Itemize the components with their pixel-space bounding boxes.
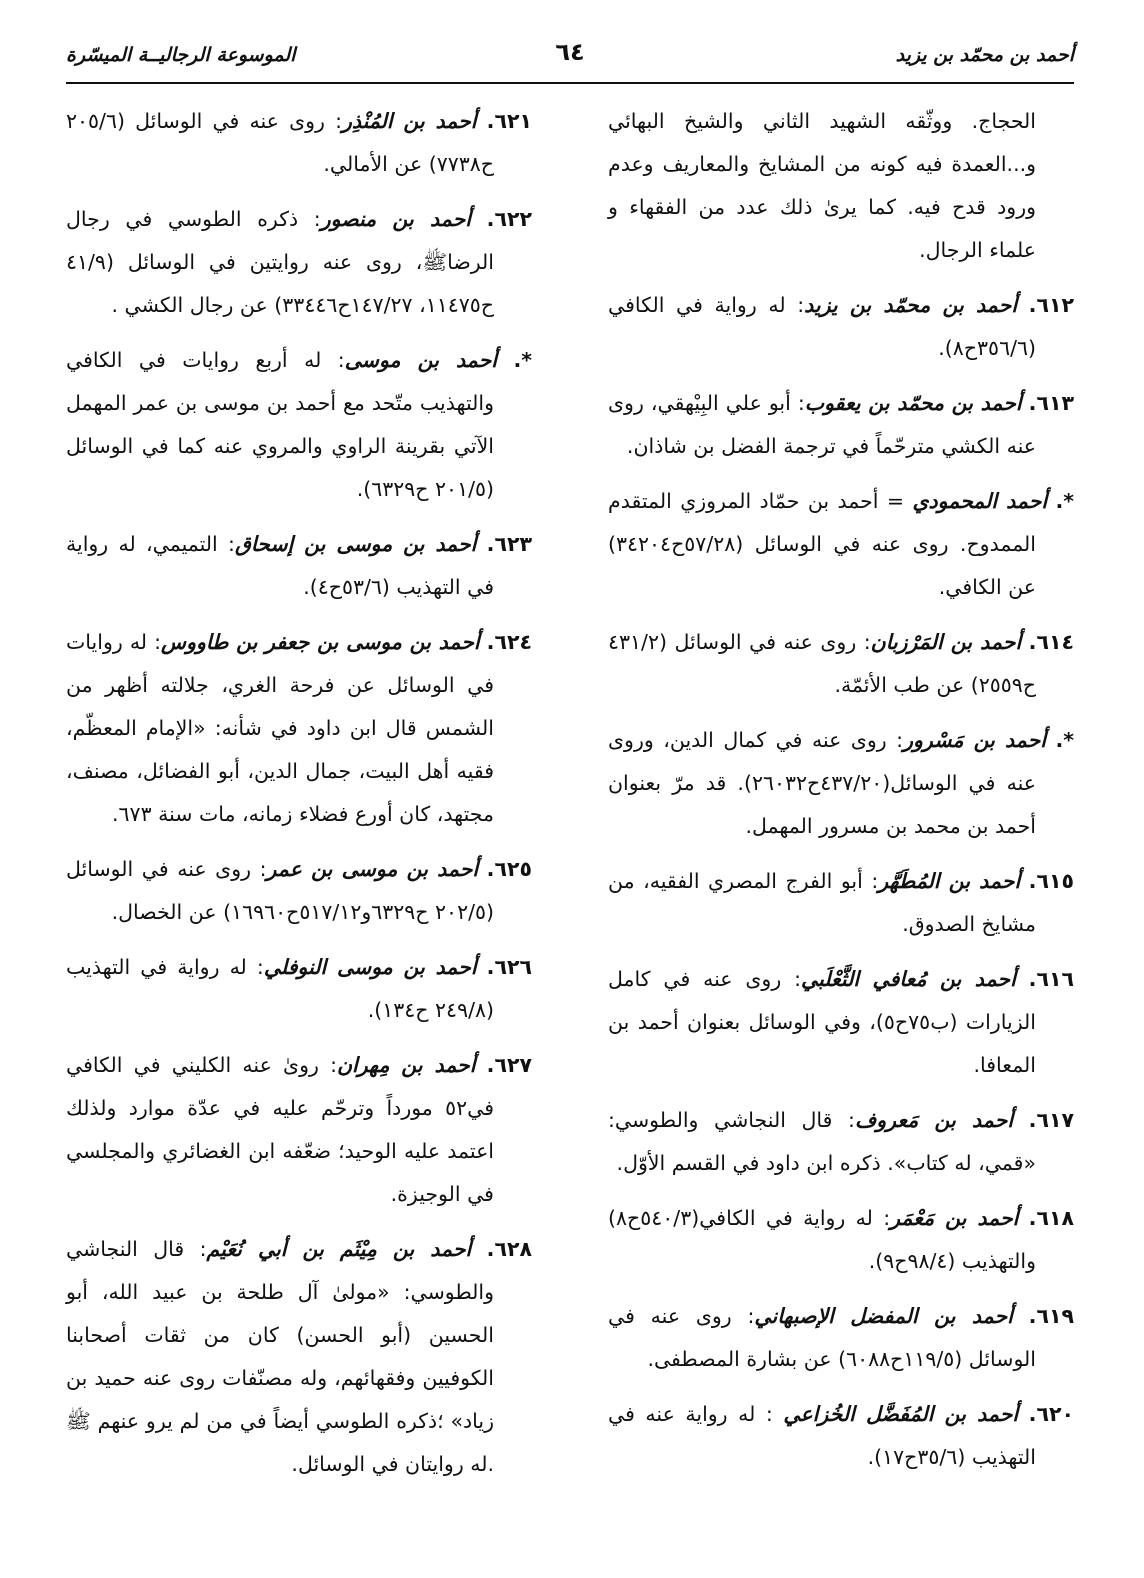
entry-number: ٦٢٢. (486, 207, 533, 231)
entry-text: : قال النجاشي والطوسي: «مولىٰ آل طلحة بن عبيد الله، أبو الحسين (أبو الحسن) كان من ثقات أصحابنا الكوفيين وفقهائهم، وله مصنّفات روى عنه حميد بن زياد» ؛ذكره الطوسي أيضاً في من لم يرو عنهم ﷺ .له روايتان في الوسائل. (66, 1237, 494, 1476)
entry-text: : روى عنه في الوسائل (٤٣١/٢ ح٢٥٥٩) عن طب الأئمّة. (608, 630, 1036, 697)
entry-text: : روى عنه في كامل الزيارات (ب٧٥ح٥)، وفي الوسائل بعنوان أحمد بن المعافا. (608, 967, 1036, 1077)
running-title-right: أحمد بن محمّد بن يزيد (895, 44, 1074, 66)
entry-text: : له رواية عنه في التهذيب (٣٥/٦ح١٧). (608, 1402, 1036, 1469)
entry-number: ٦١٣. (1028, 391, 1074, 415)
entry-number: ٦٢٧. (486, 1053, 532, 1077)
entry-number: ٦١٦. (1028, 967, 1074, 991)
entry (66, 848, 532, 934)
entry-name: أحمد بن المُنْذِر (341, 109, 477, 133)
entry-text: الحجاج. ووثّقه الشهيد الثاني والشيخ البهائي و...العمدة فيه كونه من المشايخ والمعاريف وعدم ورود قدح فيه. كما يرىٰ ذلك عدد من الفقهاء و علماء الرجال. (608, 109, 1036, 262)
entry-number: ٦١٤. (1028, 630, 1075, 654)
entry-text: : روى عنه في كمال الدين، وروى عنه في الوسائل(٤٣٧/٢٠ح٢٦٠٣٢). قد مرّ بعنوان أحمد بن محمد بن مسرور المهمل. (608, 728, 1036, 838)
page-number: ٦٤ (555, 38, 585, 66)
entry-text: = أحمد بن حمّاد المروزي المتقدم الممدوح. روى عنه في الوسائل (٥٧/٢٨ح٣٤٢٠٤) عن الكافي. (608, 489, 1036, 599)
entry-number: ٦٢١. (486, 109, 532, 133)
entry-text: : روى عنه في الوسائل (٢٠٢/٥ ح٦٣٢٩و٥١٧/١٢ح١٦٩٦٠) عن الخصال. (66, 857, 494, 924)
entry-number: *. (1055, 489, 1074, 513)
entry-name: أحمد بن محمّد بن يزيد (804, 293, 1018, 317)
entry-name: أحمد بن مَعروف (854, 1108, 1014, 1132)
entry-number: ٦٢٦. (486, 955, 532, 979)
entry-number: ٦١٥. (1028, 869, 1074, 893)
entry (608, 958, 1074, 1087)
entry-name: أحمد بن مَعْمَر (890, 1206, 1019, 1230)
entry (608, 1099, 1074, 1185)
entry (608, 1295, 1074, 1381)
page-header (66, 38, 1074, 72)
entry (608, 621, 1074, 707)
entry (608, 284, 1074, 370)
entry-text: : روى عنه في الوسائل (٢٠٥/٦ ح٧٧٣٨) عن الأمالي. (66, 109, 494, 176)
entry-name: أحمد بن محمّد بن يعقوب (804, 391, 1022, 415)
entry-name: أحمد بن المُفَضَّل الخُزاعي (783, 1402, 1019, 1426)
entry (66, 523, 532, 609)
entry-name: أحمد بن مَسْرور (903, 728, 1046, 752)
entry-number: ٦٢٥. (486, 857, 532, 881)
entry (608, 480, 1074, 609)
entry-text: : له رواية في الكافي (٣٥٦/٦ح٨). (608, 293, 1036, 360)
entry-name: أحمد بن المُطَهَّر (878, 869, 1021, 893)
running-title-left: الموسوعة الرجاليــة الميسّرة (66, 44, 296, 66)
entry-text: : له رواية في التهذيب (٢٤٩/٨ ح١٣٤). (66, 955, 494, 1022)
entry-number: ٦٢٣. (486, 532, 532, 556)
left-column (66, 100, 532, 1498)
entry-number: ٦٢٤. (486, 630, 532, 654)
entry-text: : له رواية في الكافي(٥٤٠/٣ح٨) والتهذيب (٩٨/٤ح٩). (608, 1206, 1036, 1273)
entry-name: أحمد بن مِهران (336, 1053, 476, 1077)
entry-name: أحمد بن موسى بن عمر (266, 857, 479, 881)
entry-text: : أبو علي البِيْهقي، روى عنه الكشي مترحّماً في ترجمة الفضل بن شاذان. (608, 391, 1036, 458)
entry-number: ٦٢٠. (1028, 1402, 1074, 1426)
entry-name: أحمد بن موسى (344, 348, 497, 372)
entry-name: أحمد المحمودي (912, 489, 1048, 513)
entry-number: ٦١٩. (1028, 1304, 1074, 1328)
entry-text: : أبو الفرج المصري الفقيه، من مشايخ الصدوق. (608, 869, 1036, 936)
entry-number: *. (513, 348, 532, 372)
entry-text: : روىٰ عنه الكليني في الكافي في٥٢ مورداً وترحّم عليه في عدّة موارد ولذلك اعتمد عليه الوحيد؛ ضعّفه ابن الغضائري والمجلسي في الوجيزة. (66, 1053, 494, 1206)
entry-text: : التميمي، له رواية في التهذيب (٥٣/٦ح٤). (66, 532, 494, 599)
entry (608, 382, 1074, 468)
entry (66, 1228, 532, 1486)
right-column (608, 100, 1074, 1491)
entry-text: : ذكره الطوسي في رجال الرضاﷺ، روى عنه روايتين في الوسائل (٤١/٩ ح١١٤٧٥، ١٤٧/٢٧ح٣٣٤٤٦) عن رجال الكشي . (66, 207, 494, 317)
entry-text: : قال النجاشي والطوسي: «قمي، له كتاب». ذكره ابن داود في القسم الأوّل. (608, 1108, 1036, 1175)
entry-number: *. (1055, 728, 1074, 752)
header-rule (66, 82, 1074, 84)
entry-text: : له أربع روايات في الكافي والتهذيب متّحد مع أحمد بن موسى بن عمر المهمل الآتي بقرينة الراوي والمروي عنه كما في الوسائل (٢٠١/٥ ح٦٣٢٩). (66, 348, 494, 501)
entry (66, 1044, 532, 1216)
entry-number: ٦١٨. (1028, 1206, 1074, 1230)
entry (66, 946, 532, 1032)
entry-text: : روى عنه في الوسائل (١١٩/٥ح٦٠٨٨) عن بشارة المصطفى. (608, 1304, 1036, 1371)
entry-text: : له روايات في الوسائل عن فرحة الغري، جلالته أظهر من الشمس قال ابن داود في شأنه: «الإمام المعظّم، فقيه أهل البيت، جمال الدين، أبو الفضائل، مصنف، مجتهد، كان أورع فضلاء زمانه، مات سنة ٦٧٣. (66, 630, 494, 826)
entry-name: أحمد بن المَرْزبان (870, 630, 1022, 654)
entry (608, 860, 1074, 946)
entry (66, 339, 532, 511)
entry-number: ٦١٢. (1028, 293, 1074, 317)
entry-name: أحمد بن منصور (320, 207, 471, 231)
entry (608, 1197, 1074, 1283)
entry-number: ٦٢٨. (486, 1237, 532, 1261)
entry (608, 100, 1074, 272)
entry (66, 621, 532, 836)
entry (66, 198, 532, 327)
entry-name: أحمد بن موسى بن جعفر بن طاووس (161, 630, 480, 654)
entry-name: أحمد بن المفضل الإصبهاني (754, 1304, 1013, 1328)
entry-name: أحمد بن مِيْثَم بن أبي نُعَيْم (206, 1237, 472, 1261)
entry (66, 100, 532, 186)
entry (608, 1393, 1074, 1479)
entry-name: أحمد بن موسى بن إسحاق (234, 532, 477, 556)
entry-number: ٦١٧. (1028, 1108, 1074, 1132)
entry-name: أحمد بن مُعافي الثَّعْلَبي (800, 967, 1016, 991)
entry (608, 719, 1074, 848)
entry-name: أحمد بن موسى النوفلي (263, 955, 477, 979)
